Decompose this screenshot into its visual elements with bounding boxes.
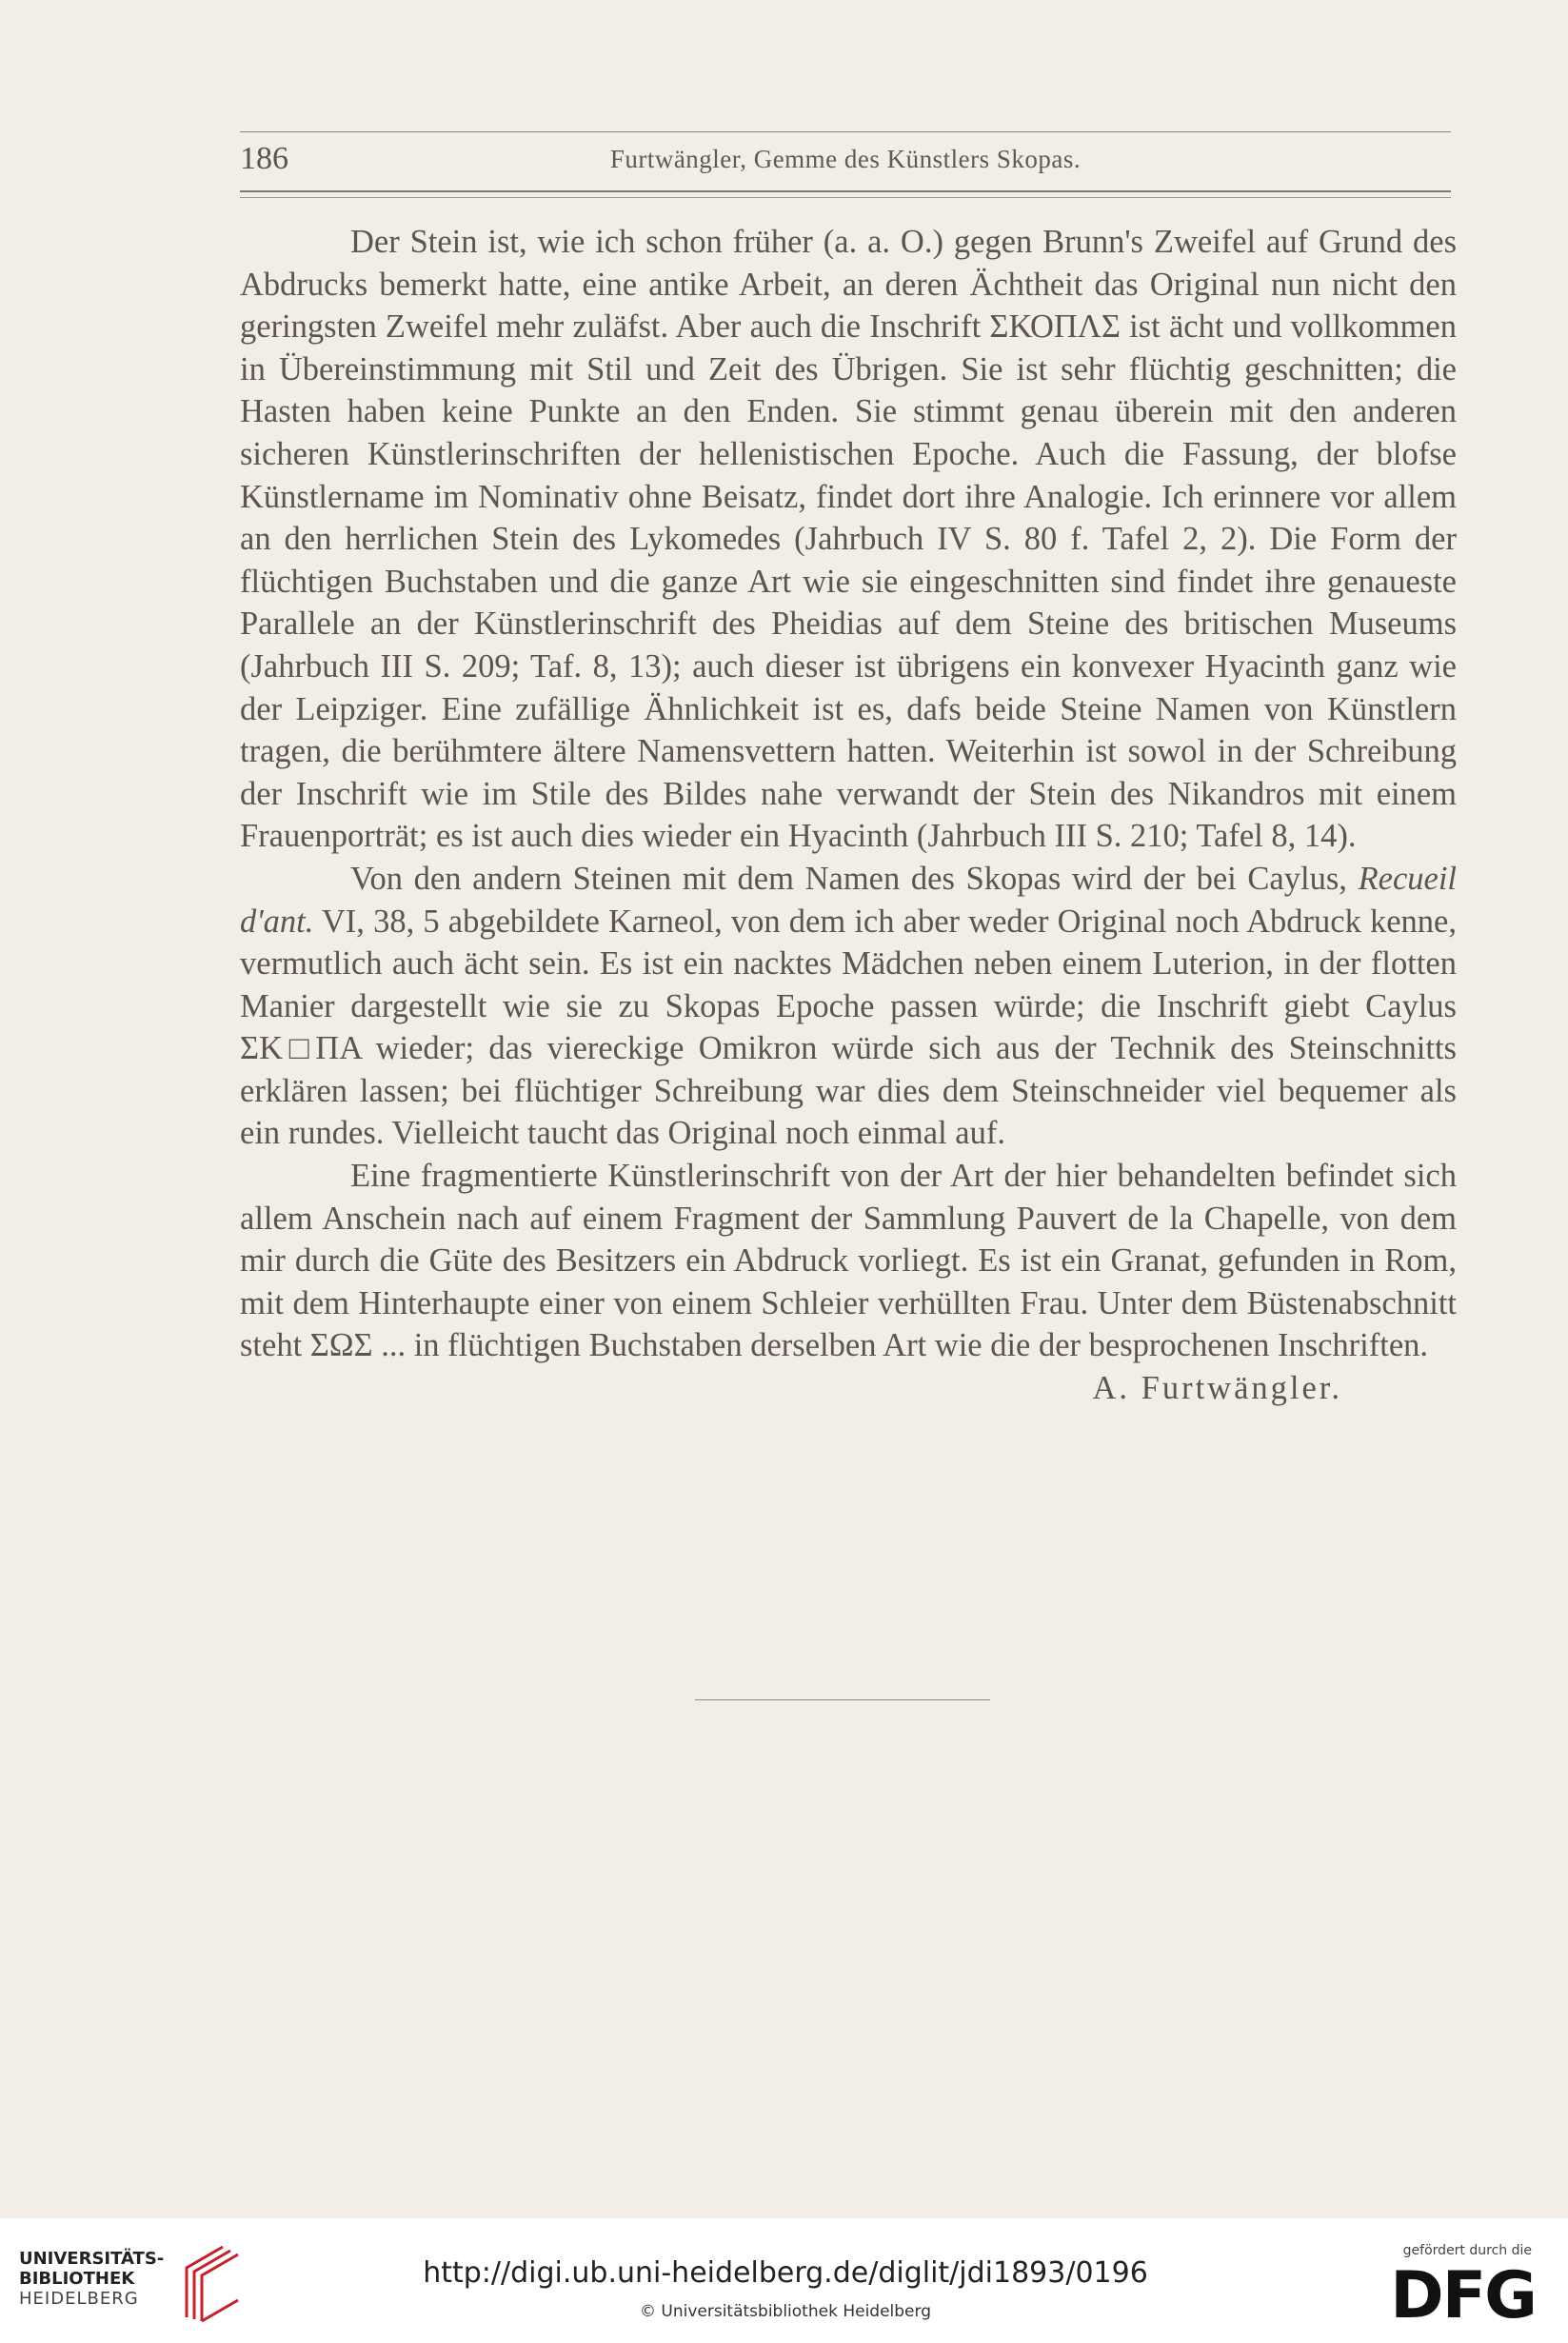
paragraph-3: Eine fragmentierte Künstlerinschrift von der Art der hier behandelten befindet sich allem Anschein nach auf einem Fragment der Sammlung Pauvert de la Chapelle, von dem mir durch die Güte des Besitzers ein Abdruck vorliegt. Es ist ein Granat, gefunden in Rom, mit dem Hinterhaupte einer von einem Schleier verhüllten Frau. Unter dem Büstenabschnitt steht ΣΩΣ ... in flüchtigen Buchstaben derselben Art wie die der besprochenen Inschriften. <box>240 1158 1457 1364</box>
dfg-logo[interactable]: DFG <box>1390 2258 1536 2333</box>
citation-title: Recueil d'ant. <box>240 860 1457 940</box>
library-name-line-3: HEIDELBERG <box>19 2289 139 2309</box>
author-signature: A. Furtwängler. <box>1092 1370 1342 1407</box>
header-double-rule <box>240 190 1451 198</box>
article-body <box>240 221 1457 1410</box>
library-name <box>19 2249 164 2309</box>
permalink-url[interactable]: http://digi.ub.uni-heidelberg.de/diglit/jdi1893/0196 <box>423 2256 1148 2290</box>
paragraph-2-start: Von den andern Steinen mit dem Namen des Skopas wird der bei Caylus, <box>350 860 1359 897</box>
paragraph-2 <box>240 858 1457 1155</box>
page-number: 186 <box>240 141 288 176</box>
paragraph-2-rest: VI, 38, 5 abgebildete Karneol, von dem ich aber weder Original noch Abdruck kenne, vermutlich auch ächt sein. Es ist ein nacktes Mädchen neben einem Luterion, in der flotten Manier dargestellt wie sie zu Skopas Epoche passen würde; die Inschrift giebt Caylus ΣΚ□ΠΑ wieder; das viereckige Omikron würde sich aus der Technik des Steinschnitts erklären lassen; bei flüchtiger Schreibung war dies dem Steinschneider viel bequemer als ein rundes. Vielleicht taucht das Original noch einmal auf. <box>240 903 1457 1152</box>
library-emblem-icon <box>179 2243 246 2325</box>
paragraph-1: Der Stein ist, wie ich schon früher (a. a. O.) gegen Brunn's Zweifel auf Grund des Abdrucks bemerkt hatte, eine antike Arbeit, an deren Ächtheit das Original nun nicht den geringsten Zweifel mehr zuläfst. Aber auch die Inschrift ΣΚΟΠΛΣ ist ächt und vollkommen in Übereinstimmung mit Stil und Zeit des Übrigen. Sie ist sehr flüchtig geschnitten; die Hasten haben keine Punkte an den Enden. Sie stimmt genau überein mit den anderen sicheren Künstlerinschriften der hellenistischen Epoche. Auch die Fassung, der blofse Künstlername im Nominativ ohne Beisatz, findet dort ihre Analogie. Ich erinnere vor allem an den herrlichen Stein des Lykomedes (Jahrbuch IV S. 80 f. Tafel 2, 2). Die Form der flüchtigen Buchstaben und die ganze Art wie sie eingeschnitten sind findet ihre genaueste Parallele an der Künstlerinschrift des Pheidias auf dem Steine des britischen Museums (Jahrbuch III S. 209; Taf. 8, 13); auch dieser ist übrigens ein konvexer Hyacinth ganz wie der Leipziger. Eine zufällige Ähnlichkeit ist es, dafs beide Steine Namen von Künstlern tragen, die berühmtere ältere Namensvettern hatten. Weiterhin ist sowol in der Schreibung der Inschrift wie im Stile des Bildes nahe verwandt der Stein des Nikandros mit einem Frauenporträt; es ist auch dies wieder ein Hyacinth (Jahrbuch III S. 210; Tafel 8, 14). <box>240 224 1457 855</box>
copyright-notice: © Universitätsbibliothek Heidelberg <box>639 2302 931 2321</box>
library-name-line-2: BIBLIOTHEK <box>19 2269 135 2289</box>
end-rule <box>695 1699 990 1700</box>
library-name-line-1: UNIVERSITÄTS- <box>19 2249 165 2269</box>
running-title: Furtwängler, Gemme des Künstlers Skopas. <box>609 145 1082 173</box>
funder-note: gefördert durch die <box>1402 2243 1532 2258</box>
library-logo[interactable] <box>19 2249 305 2325</box>
page-header <box>240 129 1451 187</box>
digitization-footer <box>0 2218 1568 2343</box>
